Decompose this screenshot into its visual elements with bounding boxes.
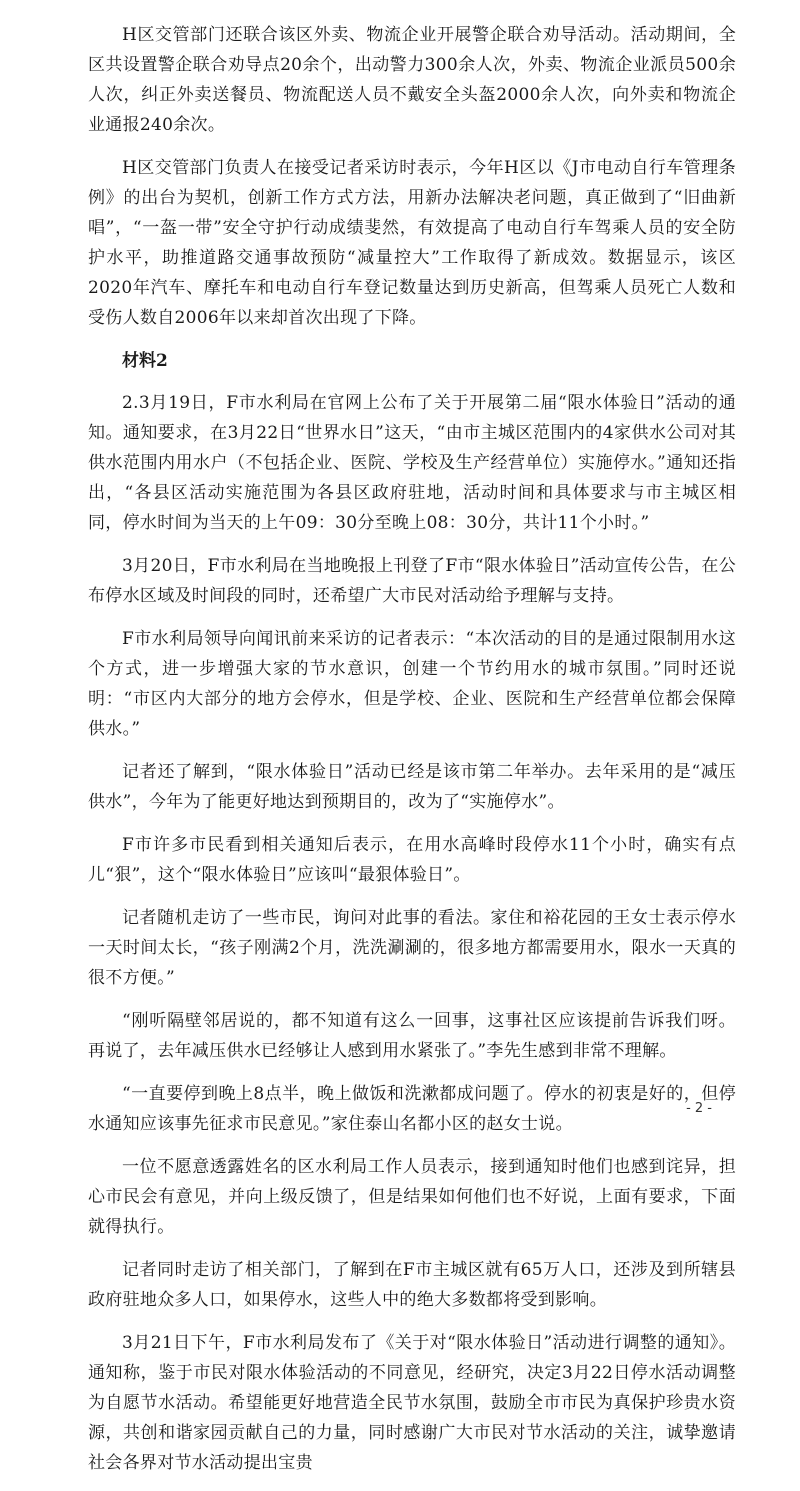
document-page	[88, 20, 736, 1491]
paragraph-water-limit-notice: 2.3月19日，F市水利局在官网上公布了关于开展第二届“限水体验日”活动的通知。通知要求，在3月22日“世界水日”这天，“由市主城区范围内的4家供水公司对其供水范围内用水户（不包括企业、医院、学校及生产经营单位）实施停水。”通知还指出，“各县区活动实施范围为各县区政府驻地，活动时间和具体要求与市主城区相同，停水时间为当天的上午09：30分至晚上08：30分，共计11个小时。”	[88, 393, 736, 533]
paragraph-mr-li: “刚听隔壁邻居说的，都不知道有这么一回事，这事社区应该提前告诉我们呀。再说了，去年减压供水已经够让人感到用水紧张了。”李先生感到非常不理解。	[88, 1011, 736, 1061]
paragraph-anonymous-staff: 一位不愿意透露姓名的区水利局工作人员表示，接到通知时他们也感到诧异，担心市民会有意见，并向上级反馈了，但是结果如何他们也不好说，上面有要求，下面就得执行。	[88, 1157, 736, 1237]
paragraph-population-impact: 记者同时走访了相关部门，了解到在F市主城区就有65万人口，还涉及到所辖县政府驻地众多人口，如果停水，这些人中的绝大多数都将受到影响。	[88, 1260, 736, 1310]
paragraph-h-district-campaign: H区交管部门还联合该区外卖、物流企业开展警企联合劝导活动。活动期间，全区共设置警企联合劝导点20余个，出动警力300余人次，外卖、物流企业派员500余人次，纠正外卖送餐员、物流配送人员不戴安全头盔2000余人次，向外卖和物流企业通报240余次。	[88, 25, 736, 135]
paragraph-citizen-reaction: F市许多市民看到相关通知后表示，在用水高峰时段停水11个小时，确实有点儿“狠”，这个“限水体验日”应该叫“最狠体验日”。	[88, 835, 736, 885]
paragraph-bureau-leader-statement: F市水利局领导向闻讯前来采访的记者表示：“本次活动的目的是通过限制用水这个方式，进一步增强大家的节水意识，创建一个节约用水的城市氛围。”同时还说明：“市区内大部分的地方会停水，但是学校、企业、医院和生产经营单位都会保障供水。”	[88, 629, 736, 739]
paragraph-adjustment-notice: 3月21日下午，F市水利局发布了《关于对“限水体验日”活动进行调整的通知》。通知称，鉴于市民对限水体验活动的不同意见，经研究，决定3月22日停水活动调整为自愿节水活动。希望能更好地营造全民节水氛围，鼓励全市市民为真保护珍贵水资源，共创和谐家园贡献自己的力量，同时感谢广大市民对节水活动的关注，诚挚邀请社会各界对节水活动提出宝贵	[88, 1333, 736, 1473]
paragraph-march-20-announcement: 3月20日，F市水利局在当地晚报上刊登了F市“限水体验日”活动宣传公告，在公布停水区域及时间段的同时，还希望广大市民对活动给予理解与支持。	[88, 556, 736, 606]
section-heading-material-2: 材料2	[122, 351, 168, 371]
paragraph-h-district-interview: H区交管部门负责人在接受记者采访时表示，今年H区以《J市电动自行车管理条例》的出台为契机，创新工作方式方法，用新办法解决老问题，真正做到了“旧曲新唱”，“一盔一带”安全守护行动成绩斐然，有效提高了电动自行车驾乘人员的安全防护水平，助推道路交通事故预防“减量控大”工作取得了新成效。数据显示，该区2020年汽车、摩托车和电动自行车登记数量达到历史新高，但驾乘人员死亡人数和受伤人数自2006年以来却首次出现了下降。	[88, 158, 736, 328]
paragraph-ms-zhao: “一直要停到晚上8点半，晚上做饭和洗漱都成问题了。停水的初衷是好的，但停水通知应该事先征求市民意见。”家住泰山名都小区的赵女士说。	[88, 1084, 736, 1134]
paragraph-ms-wang: 记者随机走访了一些市民，询问对此事的看法。家住和裕花园的王女士表示停水一天时间太长，“孩子刚满2个月，洗洗涮涮的，很多地方都需要用水，限水一天真的很不方便。”	[88, 908, 736, 988]
paragraph-second-year: 记者还了解到，“限水体验日”活动已经是该市第二年举办。去年采用的是“减压供水”，今年为了能更好地达到预期目的，改为了“实施停水”。	[88, 762, 736, 812]
page-number: - 2 -	[686, 1101, 712, 1116]
